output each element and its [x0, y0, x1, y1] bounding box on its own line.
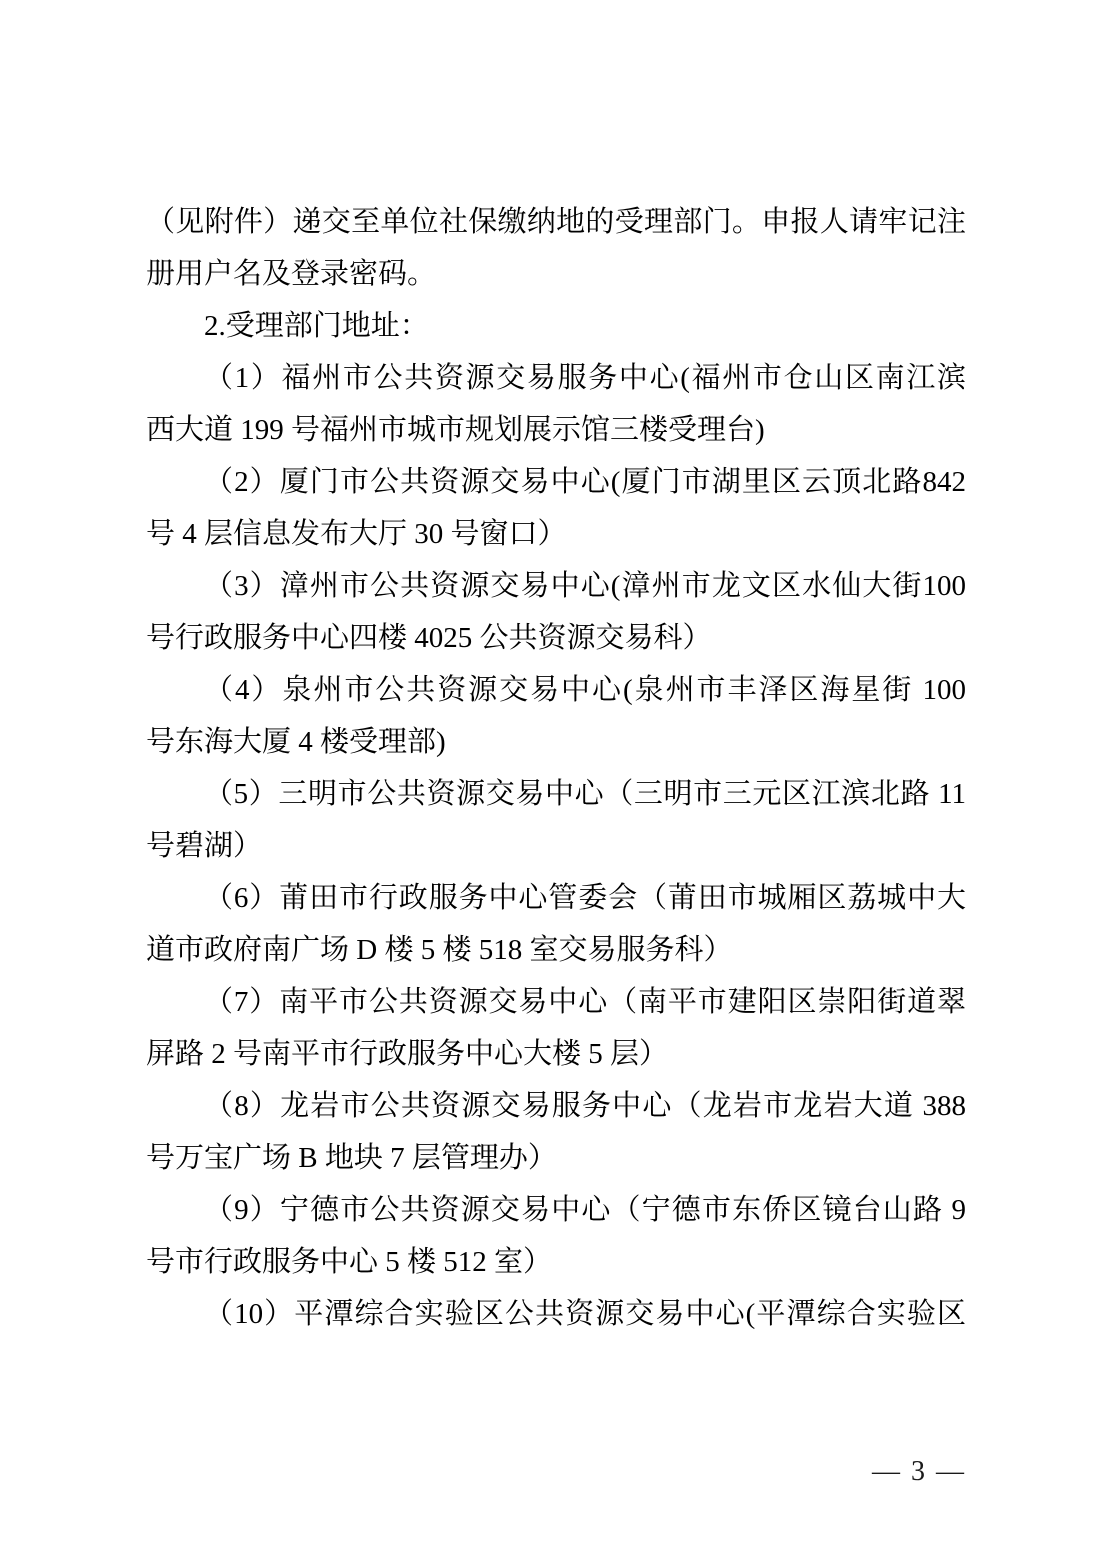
text-line: （9）宁德市公共资源交易中心（宁德市东侨区镜台山路 9: [204, 1194, 966, 1226]
text-line: 号市行政服务中心 5 楼 512 室）: [146, 1246, 553, 1278]
page-number: — 3 —: [872, 1456, 966, 1487]
text-line: （见附件）递交至单位社保缴纳地的受理部门。申报人请牢记注: [146, 206, 966, 238]
text-line: 号万宝广场 B 地块 7 层管理办）: [146, 1142, 557, 1174]
text-line: （3）漳州市公共资源交易中心(漳州市龙文区水仙大街100: [204, 570, 966, 602]
text-line: 2.受理部门地址：: [204, 310, 429, 342]
text-line: （2）厦门市公共资源交易中心(厦门市湖里区云顶北路842: [204, 466, 966, 498]
text-line: 号 4 层信息发布大厅 30 号窗口）: [146, 518, 567, 550]
text-line: （8）龙岩市公共资源交易服务中心（龙岩市龙岩大道 388: [204, 1090, 966, 1122]
text-line: 道市政府南广场 D 楼 5 楼 518 室交易服务科）: [146, 934, 733, 966]
text-line: （7）南平市公共资源交易中心（南平市建阳区崇阳街道翠: [204, 986, 966, 1018]
text-line: （4）泉州市公共资源交易中心(泉州市丰泽区海星街 100: [204, 674, 966, 706]
text-line: 册用户名及登录密码。: [146, 258, 437, 290]
text-line: 号东海大厦 4 楼受理部): [146, 726, 446, 758]
text-line: （1）福州市公共资源交易服务中心(福州市仓山区南江滨: [204, 362, 966, 394]
text-line: （6）莆田市行政服务中心管委会（莆田市城厢区荔城中大: [204, 882, 966, 914]
text-line: 号行政服务中心四楼 4025 公共资源交易科）: [146, 622, 712, 654]
text-line: （5）三明市公共资源交易中心（三明市三元区江滨北路 11: [204, 778, 966, 810]
text-line: （10）平潭综合实验区公共资源交易中心(平潭综合实验区: [204, 1298, 966, 1330]
document-body: [146, 196, 966, 1340]
text-line: 号碧湖）: [146, 830, 263, 862]
text-line: 西大道 199 号福州市城市规划展示馆三楼受理台): [146, 414, 765, 446]
text-line: 屏路 2 号南平市行政服务中心大楼 5 层）: [146, 1038, 669, 1070]
